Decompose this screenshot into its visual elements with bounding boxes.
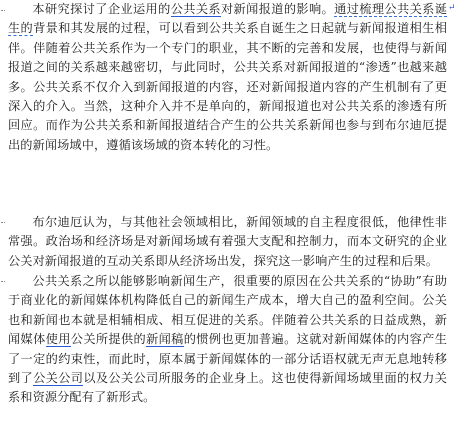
text-run: 本研究探讨了企业运用的	[32, 2, 171, 16]
text-run: 公共关系之所以能够影响新闻生产，很重要的原因在公共关系的“协助”有助于商业化的新闻媒体机构降低自己的新闻生产成本，增大自己的盈利空间。公关也和新闻也本就是相辅相成、相互促进的关系。伴随着公共关系的日益成熟，新闻媒体	[8, 274, 447, 347]
text-run: 以及公关公司所服务的企业身上。这也使得新闻场域里面的权力关系和资源分配有了新形式。	[8, 371, 447, 405]
text-run: 背景和其发展的过程，可以看到公共关系自诞生之日起就与新闻报道相生相伴。伴随着公共关系作为一个专门的职业，其不断的完善和发展，也使得与新闻报道之间的关系越来越密切，与此同时，公共关系对新闻报道的“渗透”也越来越多。公共关系不仅介入到新闻报道的内容，还对新闻报道内容的产生机制有了更深入的介入。当然，这种介入并不是单向的，新闻报道也对公共关系的渗透有所回应。而作为公共关系和新闻报道结合产生的公共关系新闻也参与到布尔迪厄提出的新闻场域中，遵循该场域的资本转化的习性。	[8, 21, 447, 152]
underlined-term[interactable]: 使用	[45, 332, 71, 347]
paragraph-mark-icon: ↵	[448, 3, 456, 13]
grammar-marked-phrase[interactable]: 通过梳理公共关系诞生的	[8, 2, 448, 36]
underlined-term[interactable]: 公关公司	[33, 371, 84, 386]
paragraph-2[interactable]	[0, 213, 447, 271]
underlined-term[interactable]: 公共关系	[170, 2, 221, 16]
text-run: 公关所提供的	[70, 332, 147, 347]
underlined-term[interactable]: 新闻稿	[146, 332, 184, 347]
text-run: 的惯例也更加普遍。这就对新闻媒体的内容产生了一定的约束性，而此时，原本属于新闻媒体的一部分话语权就无声无息地转移到了	[8, 332, 447, 386]
paragraph-3[interactable]	[0, 272, 447, 408]
text-run: 对新闻报道的影响。	[220, 2, 335, 16]
text-run: 布尔迪厄认为，与其他社会领域相比，新闻领域的自主程度很低，他律性非常强。政治场和经济场是对新闻场域有着强大支配和控制力，而本文研究的企业公关对新闻报道的互动关系即从经济场出发，探究这一影响产生的过程和后果。	[8, 215, 447, 268]
paragraph-1[interactable]	[0, 0, 447, 155]
